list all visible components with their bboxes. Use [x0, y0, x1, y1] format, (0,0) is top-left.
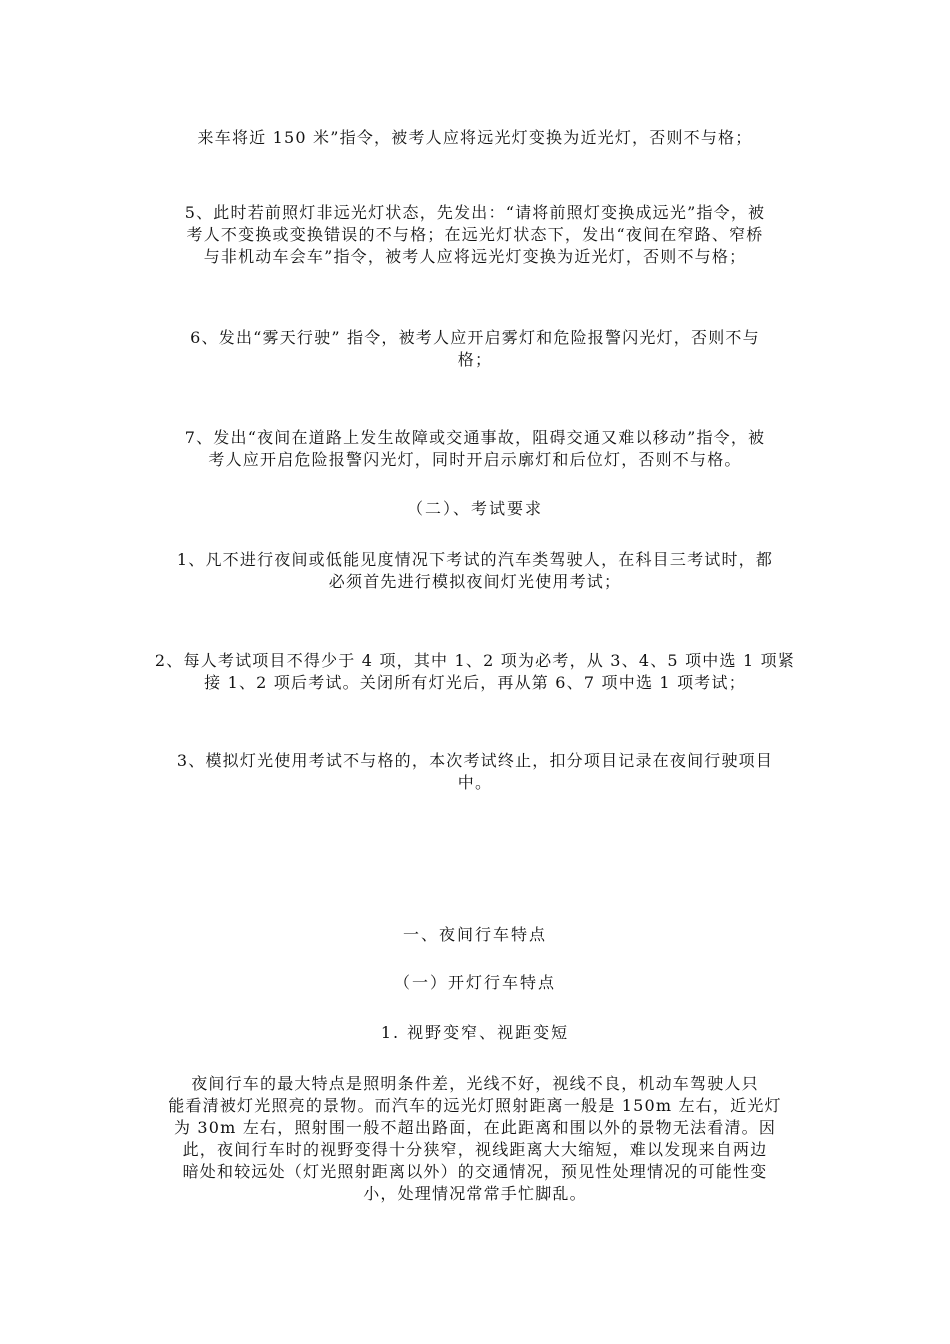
text-line: 必须首先进行模拟夜间灯光使用考试； [328, 572, 622, 591]
text-line: 1、凡不进行夜间或低能见度情况下考试的汽车类驾驶人，在科目三考试时，都 [176, 550, 774, 569]
paragraph-requirement-2 [140, 650, 810, 694]
text-line: 2、每人考试项目不得少于 4 项，其中 1、2 项为必考，从 3、4、5 项中选 1 项紧 [154, 651, 796, 670]
text-line: 小，处理情况常常手忙脚乱。 [363, 1184, 587, 1203]
paragraph-requirement-3 [140, 750, 810, 794]
paragraph-item6 [140, 327, 810, 371]
text-line: 接 1、2 项后考试。关闭所有灯光后，再从第 6、7 项中选 1 项考试； [204, 673, 746, 692]
text-line: 能看清被灯光照亮的景物。而汽车的远光灯照射距离一般是 150m 左右，近光灯 [168, 1096, 782, 1115]
paragraph-item5 [140, 202, 810, 268]
heading-exam-requirements: （二）、考试要求 [406, 499, 543, 518]
text-line: 考人应开启危险报警闪光灯，同时开启示廓灯和后位灯，否则不与格。 [208, 450, 742, 469]
text-line: 3、模拟灯光使用考试不与格的，本次考试终止，扣分项目记录在夜间行驶项目 [176, 751, 774, 770]
paragraph-requirement-1 [140, 549, 810, 593]
text-line: 5、此时若前照灯非远光灯状态，先发出：“请将前照灯变换成远光”指令，被 [184, 203, 766, 222]
text-line: 格； [457, 350, 493, 369]
paragraph-item7 [140, 427, 810, 471]
text-line: 为 30m 左右，照射围一般不超出路面，在此距离和围以外的景物无法看清。因 [173, 1118, 777, 1137]
paragraph-body [140, 1073, 810, 1205]
text-line: 考人不变换或变换错误的不与格；在远光灯状态下，发出“夜间在窄路、窄桥 [186, 225, 764, 244]
text-line: 6、发出“雾天行驶” 指令，被考人应开启雾灯和危险报警闪光灯，否则不与 [190, 328, 760, 347]
heading-night-driving: 一、夜间行车特点 [402, 925, 547, 944]
text-line: 来车将近 150 米”指令，被考人应将远光灯变换为近光灯，否则不与格； [197, 128, 753, 147]
text-line: 与非机动车会车”指令，被考人应将远光灯变换为近光灯，否则不与格； [203, 247, 747, 266]
text-line: 此，夜间行车时的视野变得十分狭窄，视线距离大大缩短，难以发现来自两边 [182, 1140, 768, 1159]
text-line: 7、发出“夜间在道路上发生故障或交通事故，阻碍交通又难以移动”指令，被 [184, 428, 766, 447]
text-line: 夜间行车的最大特点是照明条件差，光线不好，视线不良，机动车驾驶人只 [191, 1074, 759, 1093]
paragraph-item4-continued [140, 127, 810, 149]
heading-narrow-view: 1. 视野变窄、视距变短 [380, 1023, 570, 1042]
heading-lights-on-driving: （一）开灯行车特点 [393, 973, 556, 992]
text-line: 暗处和较远处（灯光照射距离以外）的交通情况，预见性处理情况的可能性变 [182, 1162, 768, 1181]
text-line: 中。 [457, 773, 493, 792]
